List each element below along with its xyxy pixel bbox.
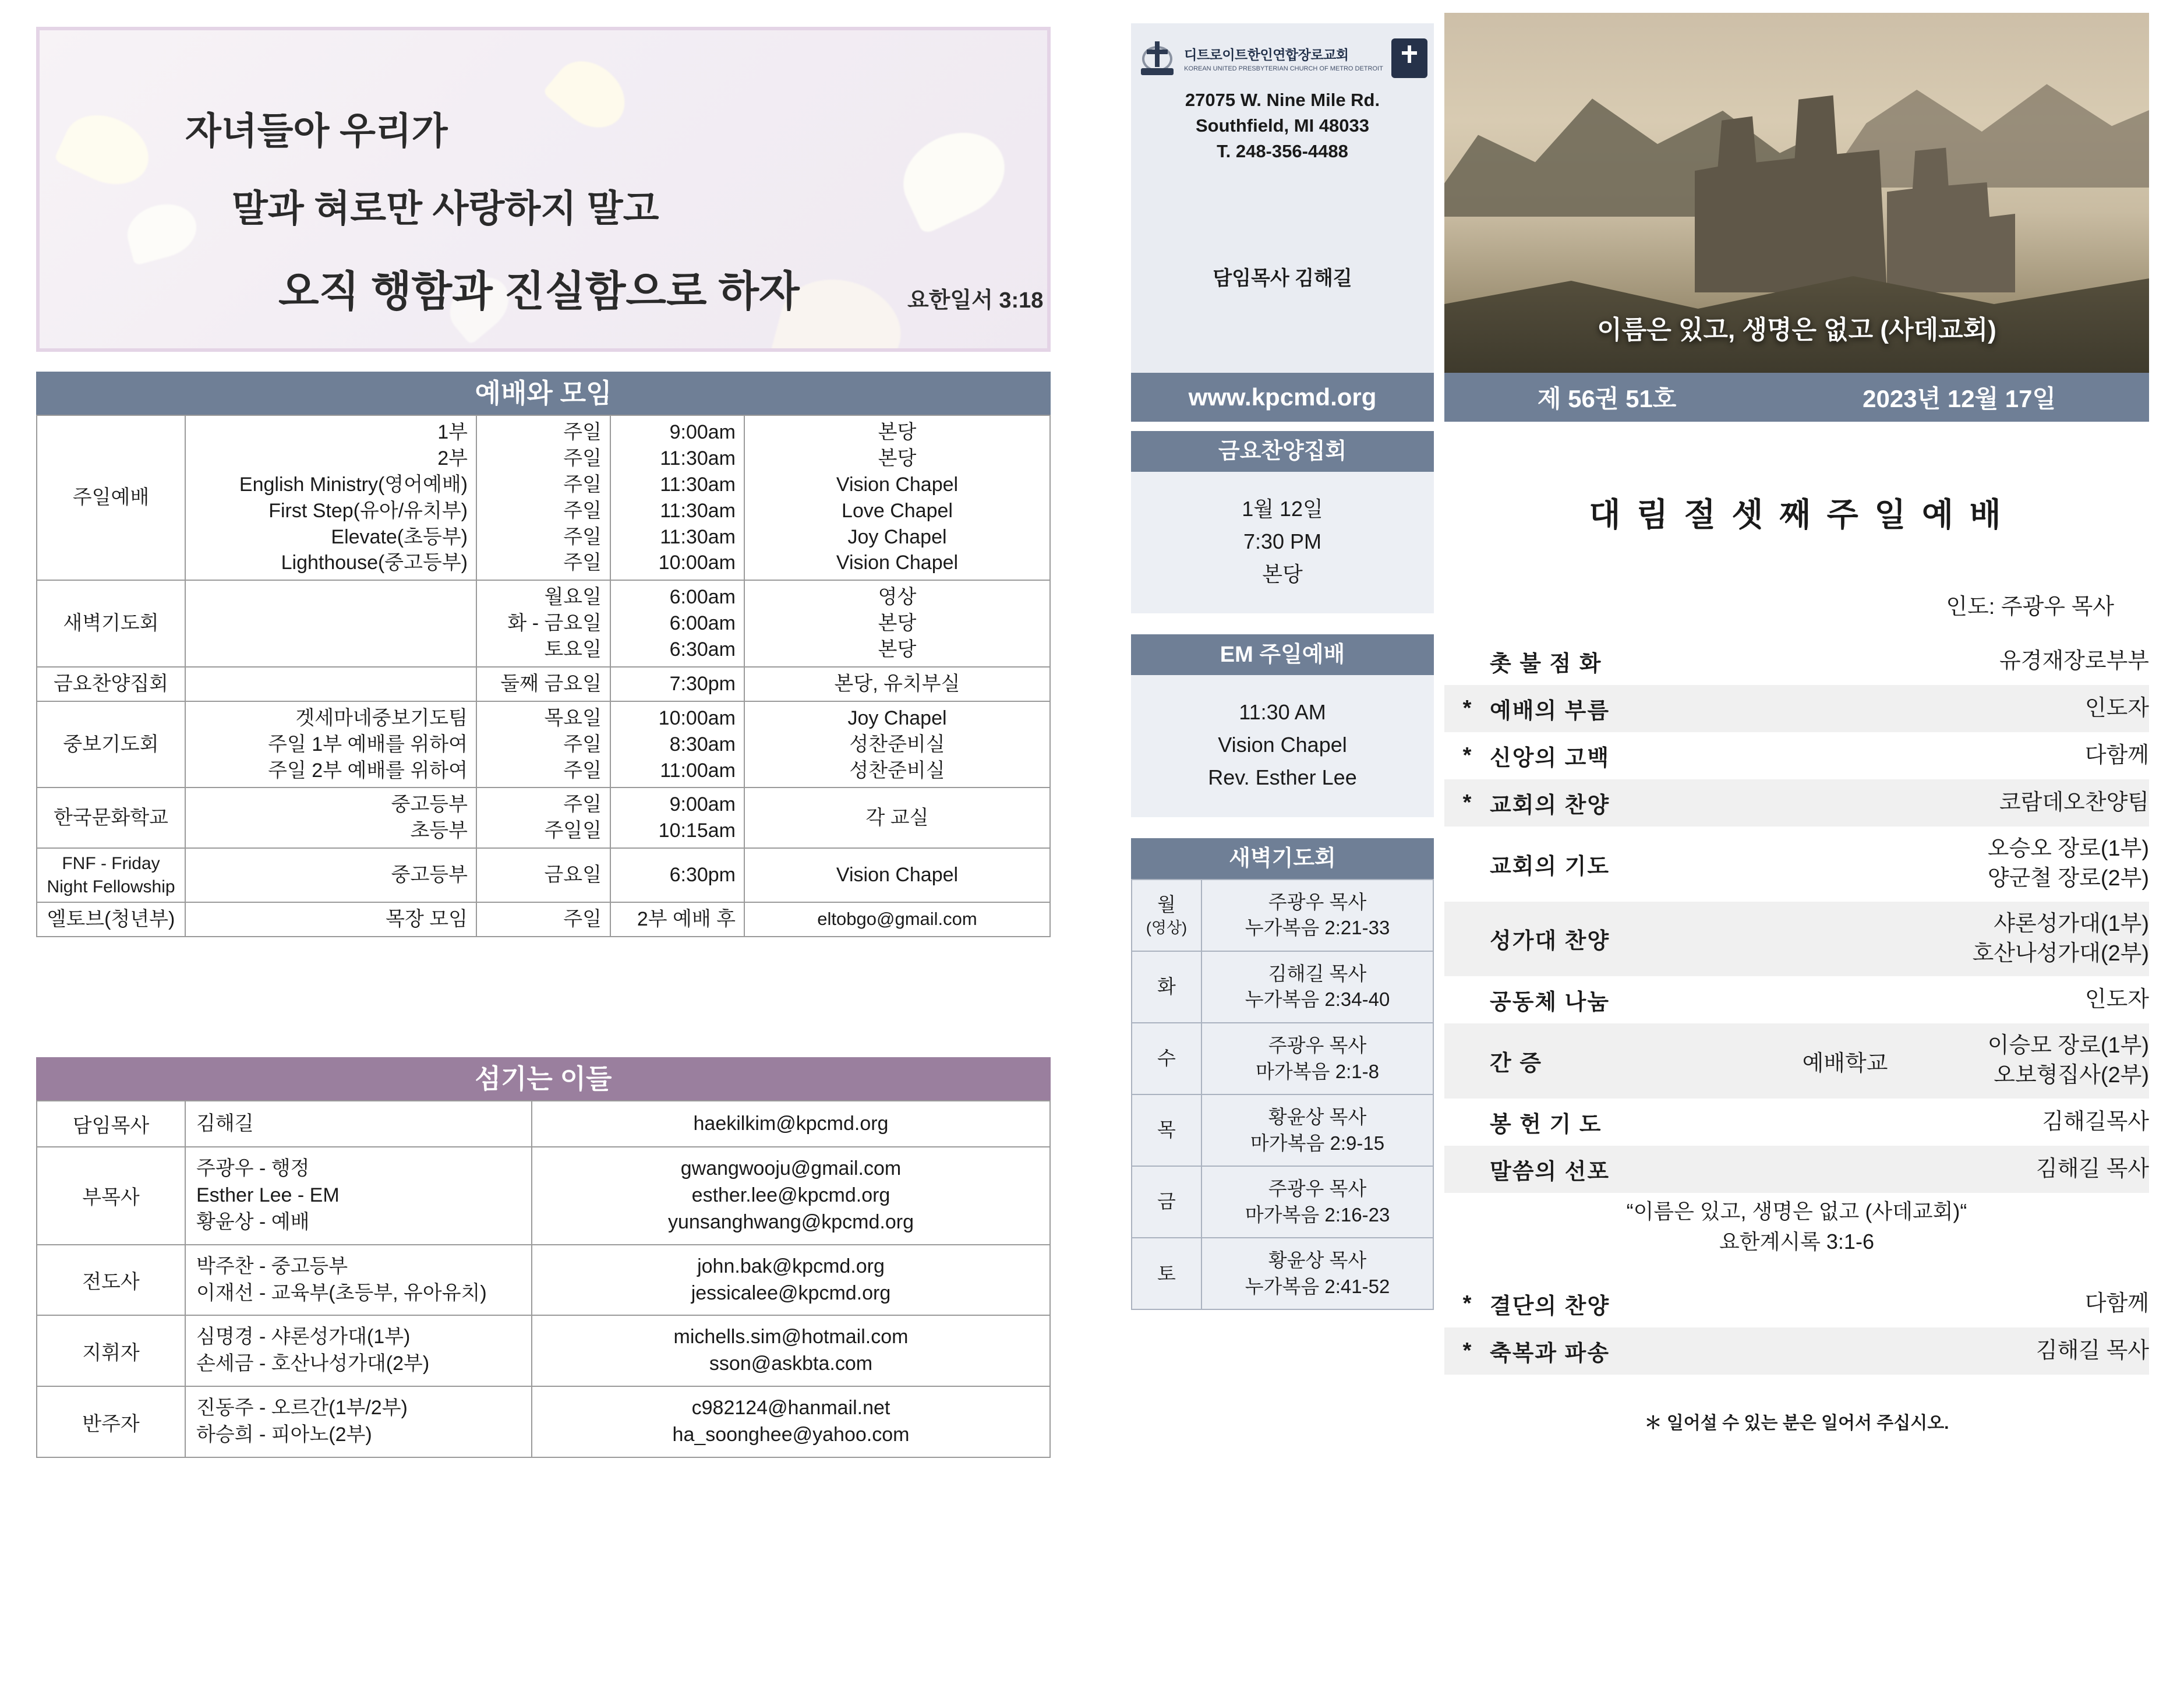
row-detail: 중고등부 (185, 848, 476, 902)
row-day: 둘째 금요일 (476, 667, 610, 701)
order-item: 봉 헌 기 도 (1490, 1112, 1602, 1137)
flower-petal-icon (889, 117, 1019, 235)
friday-praise-line-3: 본당 (1262, 562, 1303, 586)
sermon-scripture-reference: 요한계시록 3:1-6 (1719, 1229, 1874, 1253)
dawn-prayer-table (1131, 879, 1434, 1311)
order-row (1444, 1099, 2149, 1146)
order-person: 김해길 목사 (1921, 1327, 2149, 1375)
row-place: 본당 본당 Vision Chapel Love Chapel Joy Chapel Vision Chapel (744, 415, 1050, 580)
servant-names: 주광우 - 행정 Esther Lee - EM 황윤상 - 예배 (185, 1147, 532, 1245)
order-item: 성가대 찬양 (1490, 902, 1769, 977)
order-row (1444, 976, 2149, 1023)
worship-schedule-section (36, 372, 1051, 937)
order-note (1769, 1327, 1921, 1375)
worship-leader: 인도: 주광우 목사 (1946, 595, 2114, 619)
volume-number: 제 56권 51호 (1537, 385, 1677, 412)
order-standing-mark (1444, 1023, 1490, 1099)
order-note (1769, 827, 1921, 902)
right-panel (1095, 0, 2184, 1688)
servant-names: 진동주 - 오르간(1부/2부) 하승희 - 피아노(2부) (185, 1386, 532, 1457)
sermon-title: 이름은 있고, 생명은 없고 (사데교회) (1597, 316, 1996, 344)
verse-reference: 요한일서 3:18 (907, 288, 1044, 313)
order-row (1444, 827, 2149, 902)
servants-section (36, 1057, 1051, 1458)
order-row (1444, 638, 2149, 685)
dawn-content: 황윤상 목사 마가복음 2:9-15 (1201, 1094, 1433, 1166)
dawn-content: 주광우 목사 누가복음 2:21-33 (1201, 880, 1433, 951)
order-note (1769, 976, 1921, 1023)
table-row (37, 1386, 1050, 1457)
order-item: 축복과 파송 (1490, 1327, 1769, 1375)
order-person: 유경재장로부부 (1999, 648, 2149, 673)
em-service-line-3: Rev. Esther Lee (1208, 765, 1357, 789)
website-bar[interactable]: www.kpcmd.org (1131, 373, 1434, 422)
row-time: 9:00am 11:30am 11:30am 11:30am 11:30am 10:00am (610, 415, 744, 580)
order-row (1444, 1327, 2149, 1375)
sermon-scripture-title: “이름은 있고, 생명은 없고 (사데교회)“ (1626, 1199, 1967, 1223)
dawn-day: 토 (1132, 1238, 1201, 1309)
table-row (37, 580, 1050, 667)
row-detail: 목장 모임 (185, 902, 476, 937)
order-person: 인도자 (2084, 987, 2149, 1012)
order-standing-mark (1444, 827, 1490, 902)
address-line-2: Southfield, MI 48033 (1195, 115, 1369, 136)
dawn-day: 수 (1132, 1023, 1201, 1094)
order-row (1444, 685, 2149, 732)
row-time: 2부 예배 후 (610, 902, 744, 937)
row-day: 금요일 (476, 848, 610, 902)
table-row (37, 701, 1050, 788)
church-phone: T. 248-356-4488 (1217, 141, 1348, 162)
church-name-english: KOREAN UNITED PRESBYTERIAN CHURCH OF METRO DETROIT (1184, 65, 1383, 72)
row-name: 중보기도회 (37, 701, 185, 788)
servant-emails[interactable]: gwangwooju@gmail.com esther.lee@kpcmd.org yunsanghwang@kpcmd.org (532, 1147, 1050, 1245)
dawn-content: 주광우 목사 마가복음 2:16-23 (1201, 1166, 1433, 1238)
row-place: Joy Chapel 성찬준비실 성찬준비실 (744, 701, 1050, 788)
row-detail: 중고등부 초등부 (185, 788, 476, 848)
order-note: 예배학교 (1769, 1023, 1921, 1099)
dawn-day: 목 (1132, 1094, 1201, 1166)
table-row (37, 1147, 1050, 1245)
order-row (1444, 779, 2149, 827)
order-item: 말씀의 선포 (1490, 1146, 1769, 1193)
order-person: 김해길 목사 (1921, 1146, 2149, 1193)
row-time: 10:00am 8:30am 11:00am (610, 701, 744, 788)
address-line-1: 27075 W. Nine Mile Rd. (1185, 90, 1380, 110)
row-day: 주일 주일일 (476, 788, 610, 848)
worship-schedule-table (36, 415, 1051, 937)
em-service-body (1131, 675, 1434, 817)
church-info-card (1131, 23, 1434, 408)
order-note (1769, 685, 1921, 732)
table-row (37, 788, 1050, 848)
friday-praise-body (1131, 472, 1434, 613)
row-time: 9:00am 10:15am (610, 788, 744, 848)
order-item: 예배의 부름 (1490, 685, 1769, 732)
order-standing-mark: * (1444, 779, 1490, 827)
order-row (1444, 732, 2149, 779)
row-time: 6:00am 6:00am 6:30am (610, 580, 744, 667)
order-standing-mark (1444, 638, 1490, 685)
table-row (37, 902, 1050, 937)
church-logo (1131, 23, 1434, 78)
order-item: 간 증 (1490, 1023, 1769, 1099)
servant-emails[interactable]: c982124@hanmail.net ha_soonghee@yahoo.com (532, 1386, 1050, 1457)
table-row (1132, 880, 1433, 951)
order-person: 오승오 장로(1부) 양군철 장로(2부) (1987, 836, 2149, 891)
servant-emails[interactable]: haekilkim@kpcmd.org (532, 1101, 1050, 1147)
order-item: 결단의 찬양 (1490, 1294, 1610, 1319)
order-note (1769, 732, 1921, 779)
church-cross-icon (1137, 39, 1176, 77)
order-row (1444, 902, 2149, 977)
issue-date: 2023년 12월 17일 (1863, 385, 2056, 412)
hero-image (1444, 13, 2149, 374)
church-name: 디트로이트한인연합장로교회 (1184, 47, 1349, 62)
servant-emails[interactable]: michells.sim@hotmail.com sson@askbta.com (532, 1315, 1050, 1386)
servant-role: 지휘자 (37, 1315, 185, 1386)
flower-petal-icon (54, 102, 160, 197)
row-detail: 겟세마네중보기도팀 주일 1부 예배를 위하여 주일 2부 예배를 위하여 (185, 701, 476, 788)
order-standing-mark: * (1462, 743, 1472, 768)
servants-heading: 섬기는 이들 (36, 1057, 1051, 1100)
order-item: 신앙의 고백 (1490, 746, 1610, 771)
order-person: 김해길목사 (2042, 1109, 2149, 1134)
row-detail: 1부 2부 English Ministry(영어예배) First Step(유아/유치부) Elevate(초등부) Lighthouse(중고등부) (185, 415, 476, 580)
order-note (1769, 1099, 1921, 1146)
order-item: 교회의 찬양 (1490, 779, 1769, 827)
order-standing-mark: * (1444, 1327, 1490, 1375)
servant-emails[interactable]: john.bak@kpcmd.org jessicalee@kpcmd.org (532, 1245, 1050, 1316)
row-detail (185, 580, 476, 667)
dawn-content: 주광우 목사 마가복음 2:1-8 (1201, 1023, 1433, 1094)
order-person: 인도자 (1921, 685, 2149, 732)
friday-praise-line-1: 1월 12일 (1242, 497, 1323, 521)
dawn-content: 김해길 목사 누가복음 2:34-40 (1201, 951, 1433, 1023)
table-row (1132, 951, 1433, 1023)
worship-order-table (1444, 638, 2149, 1193)
order-standing-mark (1444, 902, 1490, 977)
issue-bar (1444, 373, 2149, 422)
order-person: 다함께 (2084, 743, 2149, 768)
servant-names: 김해길 (185, 1101, 532, 1147)
side-column (1131, 431, 1434, 1310)
order-person: 이승모 장로(1부) 오보형집사(2부) (1921, 1023, 2149, 1099)
order-row (1444, 1280, 2149, 1327)
order-standing-mark (1444, 976, 1490, 1023)
dawn-day: 월 (영상) (1132, 880, 1201, 951)
row-day: 목요일 주일 주일 (476, 701, 610, 788)
worship-order-panel (1444, 431, 2149, 1666)
order-note (1769, 779, 1921, 827)
em-service-line-1: 11:30 AM (1239, 700, 1326, 725)
sermon-scripture (1444, 1193, 2149, 1263)
row-day: 주일 주일 주일 주일 주일 주일 (476, 415, 610, 580)
table-row (1132, 1094, 1433, 1166)
servant-role: 담임목사 (37, 1101, 185, 1147)
order-item: 촛 불 점 화 (1490, 652, 1602, 676)
dawn-day: 금 (1132, 1166, 1201, 1238)
order-standing-mark: * (1462, 1291, 1472, 1316)
order-person: 코람데오찬양팀 (1921, 779, 2149, 827)
servant-role: 전도사 (37, 1245, 185, 1316)
row-place: 본당, 유치부실 (744, 667, 1050, 701)
table-row (37, 667, 1050, 701)
row-day: 주일 (476, 902, 610, 937)
order-row (1444, 1023, 2149, 1099)
row-detail (185, 667, 476, 701)
verse-line-2: 말과 혀로만 사랑하지 말고 (232, 188, 659, 229)
dawn-prayer-heading: 새벽기도회 (1131, 838, 1434, 879)
row-name: 엘토브(청년부) (37, 902, 185, 937)
dawn-content: 황윤상 목사 누가복음 2:41-52 (1201, 1238, 1433, 1309)
table-row (1132, 1023, 1433, 1094)
verse-line-3: 오직 행함과 진실함으로 하자 (278, 269, 800, 315)
em-service-line-2: Vision Chapel (1218, 733, 1347, 757)
em-service-heading: EM 주일예배 (1131, 634, 1434, 675)
order-person: 다함께 (2084, 1291, 2149, 1316)
table-row (1132, 1238, 1433, 1309)
senior-pastor: 담임목사 김해길 (1213, 267, 1352, 290)
row-day: 월요일 화 - 금요일 토요일 (476, 580, 610, 667)
flower-petal-icon (542, 48, 638, 141)
worship-order-title: 대 림 절 셋 째 주 일 예 배 (1589, 496, 2005, 533)
row-time: 6:30pm (610, 848, 744, 902)
row-name: 새벽기도회 (37, 580, 185, 667)
worship-order-table-after (1444, 1280, 2149, 1375)
order-standing-mark (1444, 1099, 1490, 1146)
friday-praise-line-2: 7:30 PM (1243, 529, 1322, 553)
verse-banner (36, 27, 1051, 352)
table-row (1132, 1166, 1433, 1238)
table-row (37, 1315, 1050, 1386)
row-time: 7:30pm (610, 667, 744, 701)
row-place: Vision Chapel (744, 848, 1050, 902)
order-note (1769, 902, 1921, 977)
servant-role: 반주자 (37, 1386, 185, 1457)
table-row (37, 1245, 1050, 1316)
verse-line-1: 자녀들아 우리가 (185, 110, 448, 152)
order-note (1769, 1146, 1921, 1193)
servant-role: 부목사 (37, 1147, 185, 1245)
table-row (37, 848, 1050, 902)
order-note (1769, 1280, 1921, 1327)
order-note (1769, 638, 1921, 685)
servants-table (36, 1100, 1051, 1458)
dawn-day: 화 (1132, 951, 1201, 1023)
order-row (1444, 1146, 2149, 1193)
order-standing-mark: * (1444, 685, 1490, 732)
row-place: eltobgo@gmail.com (744, 902, 1050, 937)
church-seal-icon (1391, 38, 1427, 78)
table-row (37, 415, 1050, 580)
row-name: FNF - Friday Night Fellowship (37, 848, 185, 902)
row-place: 영상 본당 본당 (744, 580, 1050, 667)
row-name: 한국문화학교 (37, 788, 185, 848)
row-name: 금요찬양집회 (37, 667, 185, 701)
servant-names: 심명경 - 샤론성가대(1부) 손세금 - 호산나성가대(2부) (185, 1315, 532, 1386)
friday-praise-heading: 금요찬양집회 (1131, 431, 1434, 472)
order-item: 공동체 나눔 (1490, 990, 1610, 1015)
servant-names: 박주찬 - 중고등부 이재선 - 교육부(초등부, 유아유치) (185, 1245, 532, 1316)
row-name: 주일예배 (37, 415, 185, 580)
worship-schedule-heading: 예배와 모임 (36, 372, 1051, 415)
church-address (1131, 87, 1434, 164)
order-standing-mark (1444, 1146, 1490, 1193)
worship-order-footnote: ＊ 일어설 수 있는 분은 일어서 주십시오. (1644, 1414, 1949, 1433)
row-place: 각 교실 (744, 788, 1050, 848)
flower-petal-icon (121, 197, 202, 266)
table-row (37, 1101, 1050, 1147)
order-item: 교회의 기도 (1490, 854, 1610, 879)
order-person: 샤론성가대(1부) 호산나성가대(2부) (1921, 902, 2149, 977)
